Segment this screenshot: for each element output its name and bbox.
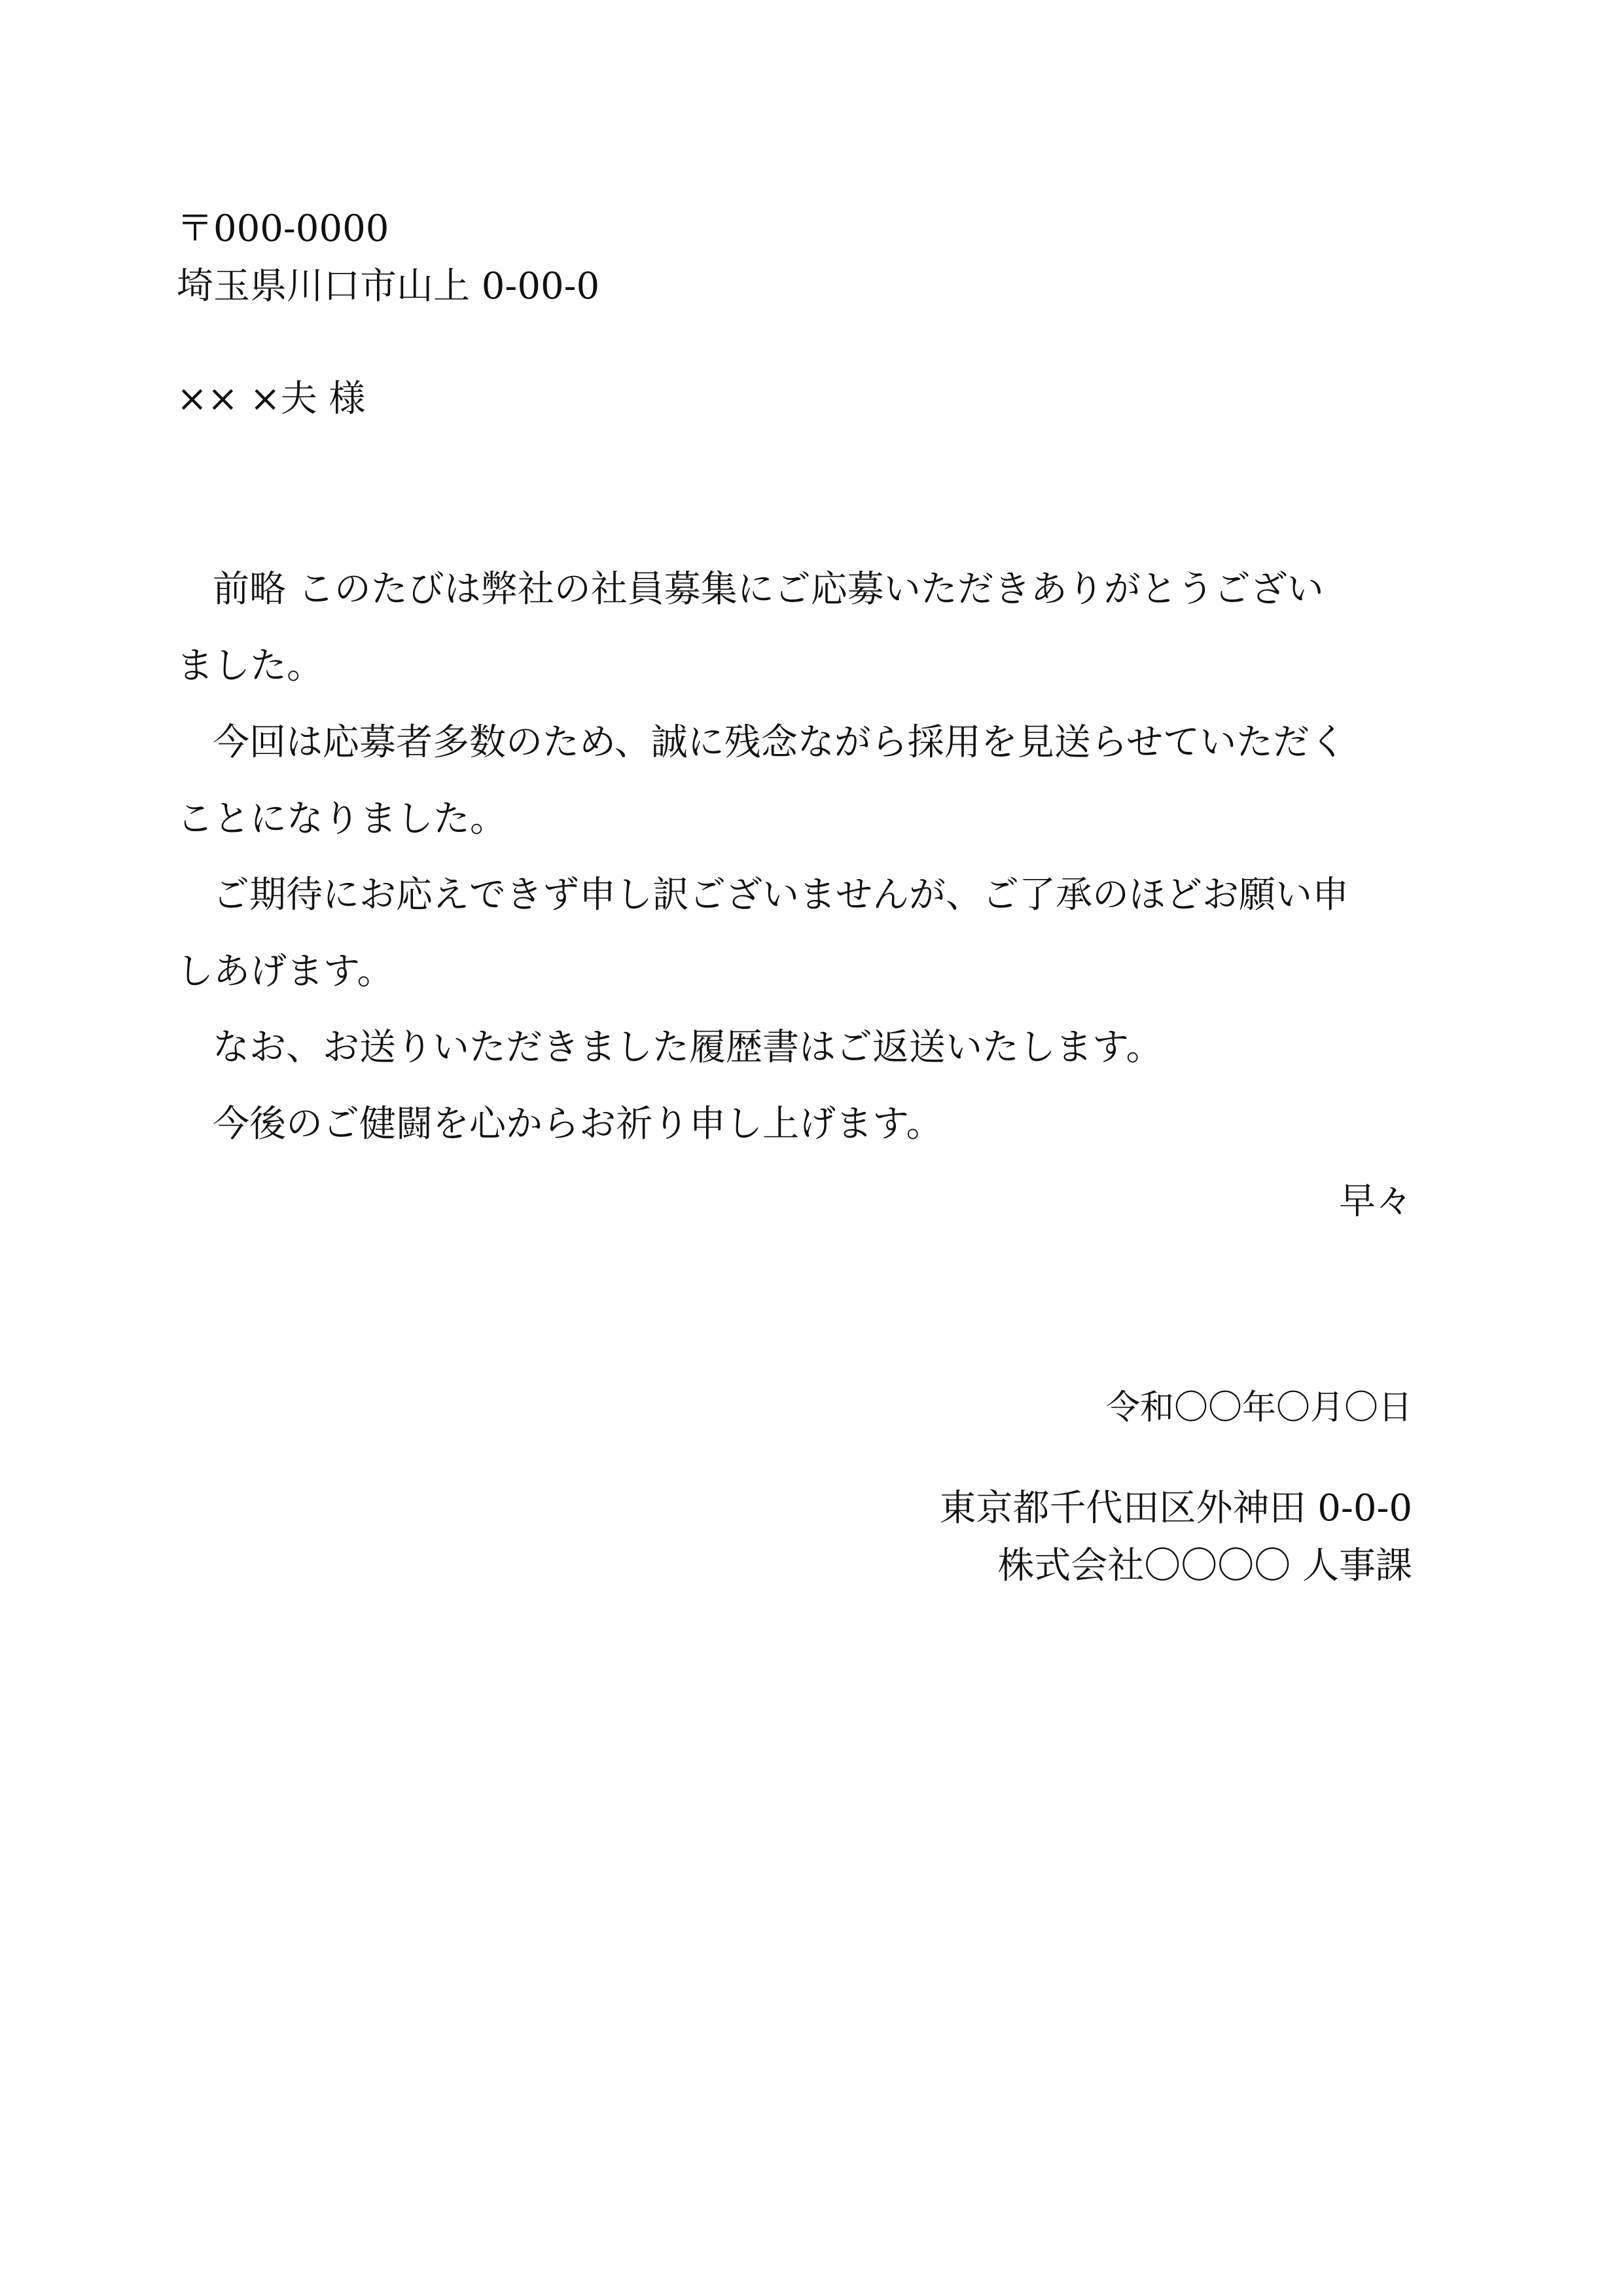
body-paragraph-1-line-2: ました。 bbox=[177, 645, 323, 687]
body-paragraph-3-line-2: しあげます。 bbox=[177, 950, 394, 993]
sender-company: 株式会社〇〇〇〇 人事課 bbox=[997, 1545, 1412, 1587]
body-paragraph-5: 今後のご健闘を心からお祈り申し上げます。 bbox=[213, 1103, 943, 1145]
closing-word: 早々 bbox=[1339, 1180, 1412, 1223]
body-paragraph-3-line-1: ご期待にお応えできず申し訳ございませんが、ご了承のほどお願い申 bbox=[213, 874, 1349, 916]
recipient-name: ×× ×夫 様 bbox=[177, 378, 366, 420]
sender-address: 東京都千代田区外神田 0-0-0 bbox=[939, 1487, 1412, 1530]
recipient-address: 埼玉県川口市山上 0-00-0 bbox=[177, 265, 600, 308]
body-paragraph-4: なお、お送りいただきました履歴書はご返送いたします。 bbox=[213, 1026, 1163, 1069]
body-paragraph-1-line-1: 前略 このたびは弊社の社員募集にご応募いただきありがとうござい bbox=[213, 568, 1324, 611]
body-paragraph-2-line-1: 今回は応募者多数のため、誠に残念ながら採用を見送らせていただく bbox=[213, 721, 1347, 764]
postal-code: 〒000-0000 bbox=[177, 207, 389, 250]
body-paragraph-2-line-2: ことになりました。 bbox=[177, 798, 507, 840]
letter-date: 令和〇〇年〇月〇日 bbox=[1105, 1388, 1412, 1427]
